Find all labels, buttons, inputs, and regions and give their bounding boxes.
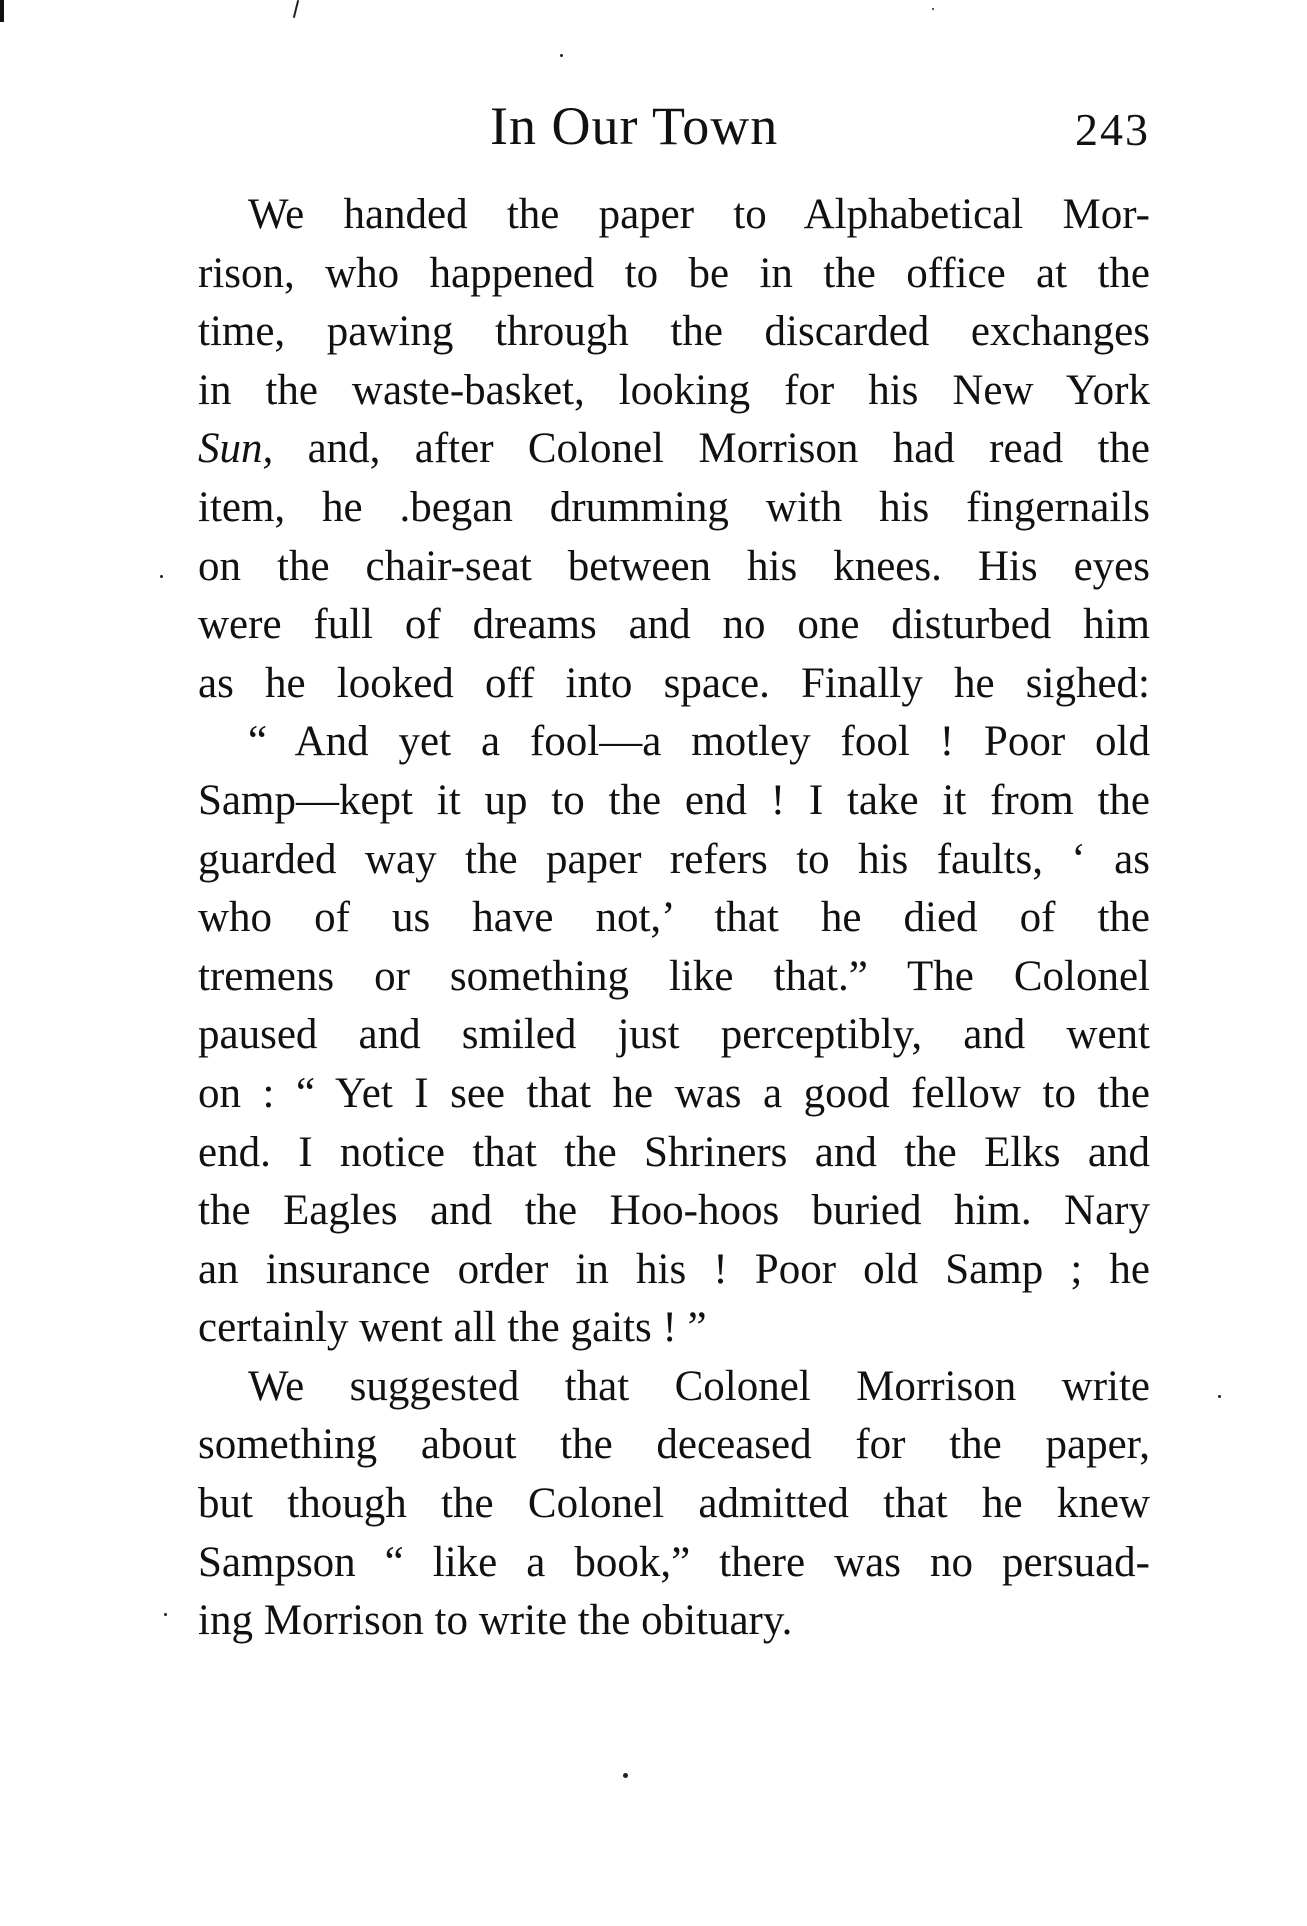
text-run: in the waste-basket, looking for his New York [198,366,1150,414]
text-line [198,948,1150,1007]
text-line [198,420,1150,479]
text-line [198,1534,1150,1593]
text-line [198,1592,1150,1651]
text-run: on : “ Yet I see that he was a good fellow to the [198,1069,1150,1117]
page-number: 243 [1075,104,1150,155]
text-run: paused and smiled just perceptibly, and went [198,1011,1150,1059]
text-run: were full of dreams and no one disturbed him [198,601,1150,649]
text-run: end. I notice that the Shriners and the Elks and [198,1128,1150,1176]
text-line [198,1475,1150,1534]
text-run: We handed the paper to Alphabetical Mor- [248,191,1150,238]
text-line [198,655,1150,714]
italic-text: Sun, [198,425,274,473]
speck [623,1773,628,1778]
text-run: item, he .began drumming with his fingernails [198,483,1150,531]
text-line [198,362,1150,421]
text-line [198,1182,1150,1241]
text-line [198,538,1150,597]
speck [1218,1395,1221,1398]
text-line [198,1124,1150,1183]
text-line [198,479,1150,538]
text-run: and, after Colonel Morrison had read the [273,425,1150,473]
speck [932,8,934,10]
text-run: on the chair-seat between his knees. His eyes [198,542,1150,590]
running-head [200,96,1150,166]
running-title: In Our Town [490,96,779,156]
text-run: We suggested that Colonel Morrison write [248,1362,1150,1410]
speck [164,1613,167,1616]
text-run: tremens or something like that.” The Colonel [198,952,1150,1000]
text-line [198,772,1150,831]
text-line [198,1299,1150,1358]
text-run: Samp—kept it up to the end ! I take it from the [198,776,1150,824]
body-text [198,186,1150,1651]
scan-edge-mark [0,0,4,22]
text-run: something about the deceased for the paper, [198,1421,1150,1469]
text-run: rison, who happened to be in the office at the [198,249,1150,297]
text-line [198,245,1150,304]
scan-tick-mark [293,0,299,18]
text-run: Sampson “ like a book,” there was no persuad- [198,1538,1150,1586]
text-line [198,1006,1150,1065]
text-line [198,1416,1150,1475]
text-line [198,1065,1150,1124]
text-run: guarded way the paper refers to his faults, ‘ as [198,835,1150,883]
text-run: as he looked off into space. Finally he sighed: [198,659,1150,707]
speck [560,54,563,57]
text-run: who of us have not,’ that he died of the [198,894,1150,942]
text-line [198,889,1150,948]
text-run: an insurance order in his ! Poor old Samp ; he [198,1245,1150,1293]
text-run: but though the Colonel admitted that he knew [198,1480,1150,1528]
text-line [198,186,1150,245]
text-run: time, pawing through the discarded exchanges [198,308,1150,356]
text-run: “ And yet a fool—a motley fool ! Poor old [248,718,1150,766]
text-line [198,596,1150,655]
speck [160,575,163,578]
text-line [198,1241,1150,1300]
text-run: ing Morrison to write the obituary. [198,1597,793,1645]
text-run: certainly went all the gaits ! ” [198,1304,707,1352]
text-line [198,1358,1150,1417]
text-line [198,303,1150,362]
text-line [198,713,1150,772]
text-run: the Eagles and the Hoo-hoos buried him. Nary [198,1187,1150,1235]
text-line [198,831,1150,890]
